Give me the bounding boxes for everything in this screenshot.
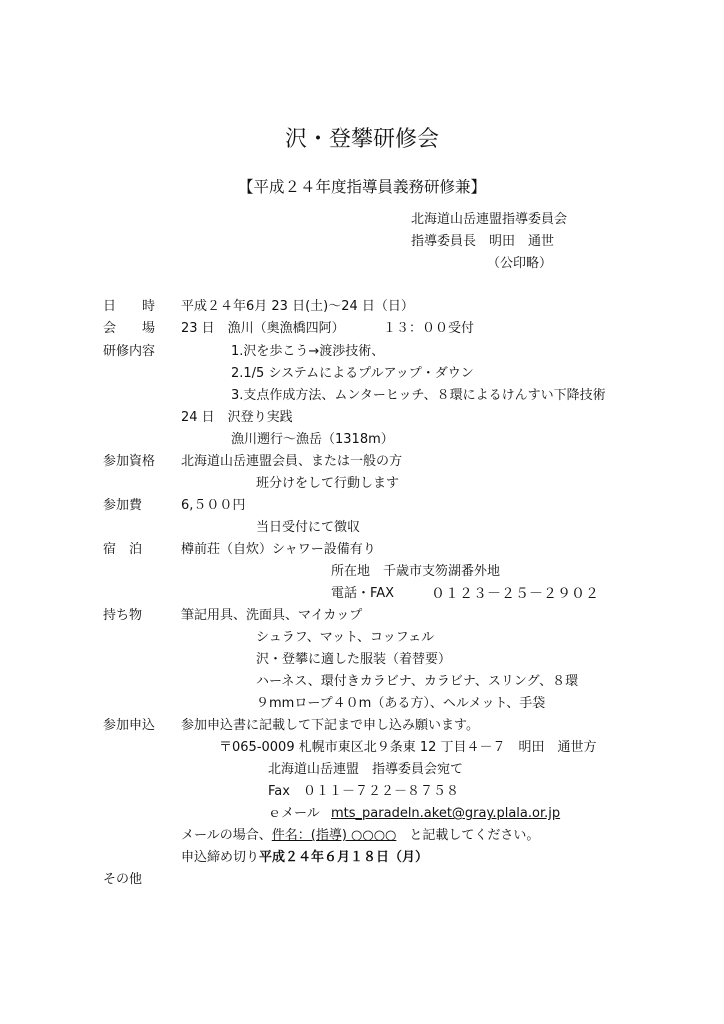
application-fax: Fax ０１１－７２２－８７５８ (268, 784, 459, 799)
belongings-item: ９mmロープ４０m（ある方）、ヘルメット、手袋 (256, 696, 546, 711)
qualification-label: 参加資格 (103, 454, 156, 469)
deadline-date: 平成２４年６月１８日（月） (259, 850, 429, 865)
page-subtitle: 【平成２４年度指導員義務研修兼】 (237, 178, 486, 196)
date-value: 平成２４年6月 23 日(土)～24 日（日） (181, 299, 414, 314)
training-item: 1.沢を歩こう→渡渉技術、 (231, 344, 385, 359)
training-day2-detail: 漁川遡行～漁岳（1318m） (231, 432, 394, 447)
qualification-value: 北海道山岳連盟会員、または一般の方 (181, 454, 403, 469)
qualification-note: 班分けをして行動します (256, 476, 400, 491)
fee-label: 参加費 (103, 498, 143, 513)
fee-note: 当日受付にて徴収 (256, 520, 361, 535)
mail-note-prefix: メールの場合、 (181, 828, 272, 843)
deadline-prefix: 申込締め切り (181, 850, 260, 865)
application-addressee: 北海道山岳連盟 指導委員会宛て (268, 762, 464, 777)
lodging-address: 所在地 千歳市支笏湖番外地 (331, 564, 501, 579)
training-item: 3.支点作成方法、ムンターヒッチ、８環によるけんすい下降技術 (231, 388, 606, 403)
lodging-phone: ０１２３－２５－２９０２ (431, 586, 599, 602)
training-day2: 24 日 沢登り実践 (181, 410, 293, 425)
belongings-item: シュラフ、マット、コッフェル (256, 630, 435, 645)
lodging-label: 宿 泊 (103, 542, 143, 557)
email-link[interactable]: mts_paradeln.aket@gray.plala.or.jp (331, 806, 561, 821)
application-label: 参加申込 (103, 718, 156, 733)
issuer-chief: 指導委員長 明田 通世 (411, 234, 555, 249)
mail-note-subject: 件名：(指導) ○○○○ (271, 828, 397, 843)
belongings-label: 持ち物 (103, 608, 143, 623)
email-label: ｅメール (268, 806, 320, 821)
issuer-org: 北海道山岳連盟指導委員会 (411, 212, 568, 227)
venue-time: １３：００受付 (383, 321, 475, 336)
lodging-phone-label: 電話・FAX (331, 586, 395, 601)
lodging-value: 樽前荘（自炊）シャワー設備有り (181, 542, 376, 557)
fee-value: 6,５００円 (181, 498, 246, 513)
belongings-item: ハーネス、環付きカラビナ、カラビナ、スリング、８環 (256, 674, 579, 689)
application-address: 〒065-0009 札幌市東区北９条東 12 丁目４－７ 明田 通世方 (219, 740, 597, 755)
page-title: 沢・登攀研修会 (284, 127, 439, 152)
training-item: 2.1/5 システムによるプルアップ・ダウン (231, 366, 474, 381)
venue-label: 会 場 (103, 321, 156, 336)
application-value: 参加申込書に記載して下記まで申し込み願います。 (181, 718, 479, 733)
issuer-seal: （公印略） (487, 256, 553, 271)
training-label: 研修内容 (103, 344, 156, 359)
deadline (181, 850, 428, 866)
date-label: 日 時 (103, 299, 156, 314)
other-label: その他 (103, 872, 143, 887)
mail-note (181, 828, 539, 844)
venue-value: 23 日 漁川（奥漁橋四阿） (181, 321, 345, 336)
belongings-item: 沢・登攀に適した服装（着替要） (256, 652, 452, 667)
mail-note-suffix: と記載してください。 (396, 828, 540, 843)
belongings-item: 筆記用具、洗面具、マイカップ (181, 608, 363, 623)
